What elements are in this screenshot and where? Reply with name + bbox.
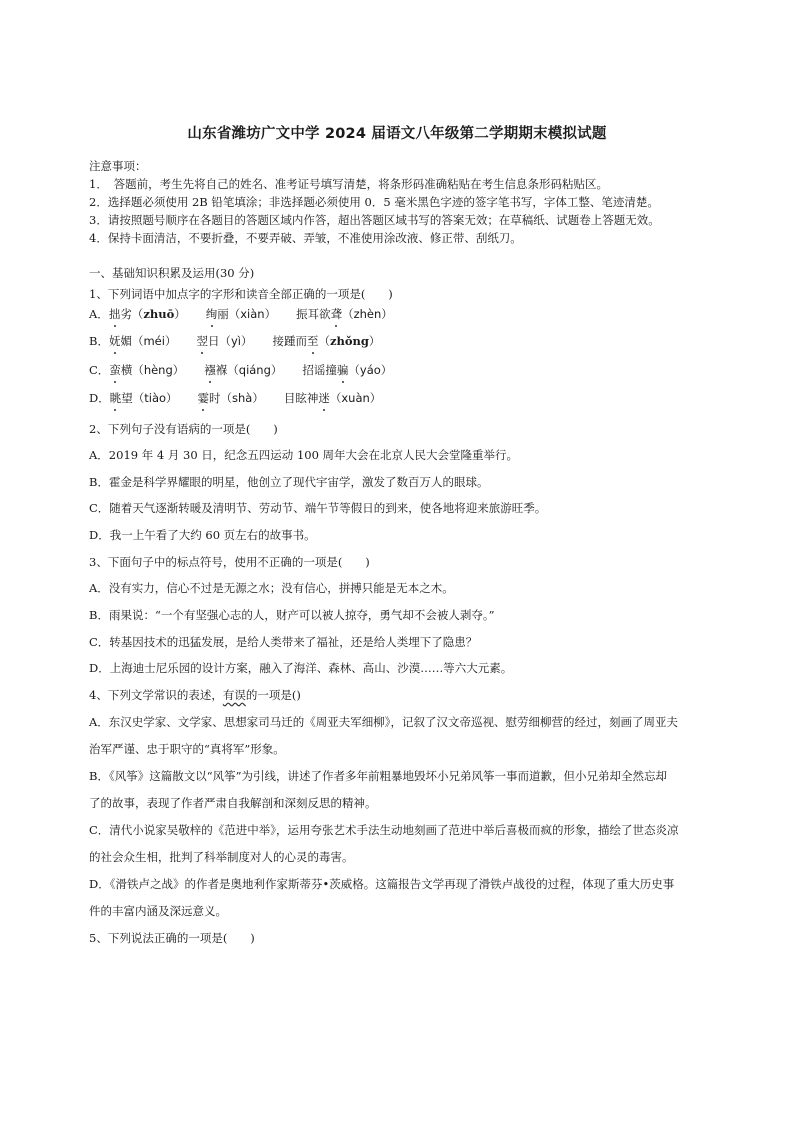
- option-text: （: [318, 334, 330, 348]
- question-3-option-a: A．没有实力，信心不过是无源之水；没有信心，拼搏只能是无本之木。: [89, 581, 454, 595]
- pinyin: zhèn: [353, 307, 382, 321]
- section-heading: 一、基础知识积累及运用(30 分): [89, 266, 255, 280]
- option-text: 目眩神: [283, 391, 319, 405]
- question-1-option-a: [89, 306, 393, 322]
- question-1-option-c: [89, 362, 392, 378]
- option-text: ）: [174, 307, 186, 321]
- option-letter: D．: [89, 391, 110, 405]
- question-4-option-c-line-1: C．清代小说家吴敬梓的《范进中举》，运用夸张艺术手法生动地刻画了范进中举后喜极而疯的形象，描绘了世态炎凉: [89, 823, 679, 837]
- question-1-stem: 1、下列词语中加点字的字形和读音全部正确的一项是( ): [89, 287, 393, 301]
- note-item-1: 1． 答题前，考生先将自己的姓名、准考证号填写清楚，将条形码准确粘贴在考生信息条形码粘贴区。: [89, 177, 609, 191]
- question-3-stem: 3、下面句子中的标点符号，使用不正确的一项是( ): [89, 555, 370, 569]
- option-text: 接踵而: [272, 334, 307, 348]
- question-4-option-d-line-1: D．《滑铁卢之战》的作者是奥地利作家斯蒂芬•茨威格。这篇报告文学再现了滑铁卢战役的过程，体现了重大历史事: [89, 877, 675, 891]
- dotted-char: 绚: [205, 307, 218, 321]
- option-text: 日（: [207, 334, 231, 348]
- dotted-char: 眺: [109, 391, 122, 405]
- pinyin: yáo: [359, 363, 381, 377]
- question-2-option-c: C．随着天气逐渐转暖及清明节、劳动节、端午节等假日的到来，使各地将迎来旅游旺季。: [89, 501, 547, 515]
- option-text: 劣（: [120, 307, 144, 321]
- dotted-char: 拙: [108, 307, 121, 321]
- pinyin: qiáng: [238, 363, 271, 377]
- option-text: 时（: [209, 391, 233, 405]
- option-text: ）: [166, 391, 178, 405]
- option-text: ）: [264, 307, 277, 321]
- question-4-option-c-line-2: 的社会众生相，批判了科举制度对人的心灵的毒害。: [89, 850, 354, 864]
- option-letter: C．: [89, 363, 110, 377]
- option-text: （: [342, 307, 354, 321]
- dotted-char: 蛮: [109, 363, 121, 377]
- pinyin: shà: [232, 391, 253, 405]
- dotted-char: 霎: [197, 391, 210, 405]
- question-4-option-a-line-2: 治军严谨、忠于职守的“真将军”形象。: [89, 742, 285, 756]
- option-text: 望（: [121, 391, 145, 405]
- pinyin: xiàn: [240, 307, 265, 321]
- option-text: ）: [172, 363, 185, 377]
- option-text: （: [348, 363, 360, 377]
- question-3-option-b: B．雨果说：“一个有坚强心志的人，财产可以被人掠夺，勇气却不会被人剥夺。”: [89, 608, 495, 622]
- emphasis-mark: 有误: [222, 688, 246, 702]
- exam-title: 山东省潍坊广文中学 2024 届语文八年级第二学期期末模拟试题: [187, 126, 607, 142]
- question-4-option-a-line-1: A．东汉史学家、文学家、思想家司马迁的《周亚夫军细柳》，记叙了汉文帝巡视、慰劳细柳营的经过，刻画了周亚夫: [89, 715, 679, 729]
- option-text: ）: [381, 307, 393, 321]
- note-item-3: 3．请按照题号顺序在各题目的答题区域内作答，超出答题区域书写的答案无效；在草稿纸、试题卷上答题无效。: [89, 213, 660, 227]
- dotted-char: 迷: [318, 391, 330, 405]
- question-1-option-b: [89, 333, 380, 349]
- dotted-char: 聋: [330, 307, 343, 321]
- option-text: ）: [252, 391, 264, 405]
- option-text: 褓（: [215, 363, 239, 377]
- question-4-option-b-line-1: B．《风筝》这篇散文以“风筝”为引线，讲述了作者多年前粗暴地毁坏小兄弟风筝一事而道歉，但小兄弟却全然忘却: [89, 769, 667, 783]
- option-text: ）: [380, 363, 393, 377]
- dotted-char: 翌: [196, 334, 208, 348]
- question-2-option-a: A．2019 年 4 月 30 日，纪念五四运动 100 周年大会在北京人民大会堂隆重举行。: [89, 448, 519, 462]
- pinyin: méi: [143, 334, 165, 348]
- option-text: ）: [368, 334, 381, 348]
- pinyin: yì: [230, 334, 241, 348]
- option-text: 招谣撞: [302, 363, 337, 377]
- dotted-char: 妩: [108, 334, 121, 348]
- question-1-option-d: [89, 390, 381, 406]
- note-item-2: 2．选择题必须使用 2B 铅笔填涂；非选择题必须使用 0．5 毫米黑色字迹的签字笔书写，字体工整、笔迹清楚。: [89, 195, 659, 209]
- question-5-stem: 5、下列说法正确的一项是( ): [89, 931, 255, 945]
- question-2-option-b: B．霍金是科学界耀眼的明星，他创立了现代宇宙学，激发了数百万人的眼球。: [89, 475, 489, 489]
- option-text: ）: [369, 391, 382, 405]
- question-2-option-d: D．我一上午看了大约 60 页左右的故事书。: [89, 528, 316, 542]
- option-text: 横（: [120, 363, 144, 377]
- pinyin: zhuō: [143, 307, 175, 321]
- pinyin: zhǒng: [329, 334, 369, 348]
- pinyin: xuàn: [341, 391, 370, 405]
- option-letter: B．: [89, 334, 109, 348]
- question-4-stem: [89, 687, 301, 703]
- note-item-4: 4．保持卡面清洁，不要折叠，不要弄破、弄皱，不准使用涂改液、修正带、刮纸刀。: [89, 231, 522, 245]
- option-text: ）: [270, 363, 283, 377]
- option-text: ）: [164, 334, 177, 348]
- pinyin: hèng: [143, 363, 173, 377]
- dotted-char: 骗: [336, 363, 349, 377]
- question-4-option-b-line-2: 了的故事，表现了作者严肃自我解剖和深刻反思的精神。: [89, 796, 377, 810]
- option-letter: A．: [89, 307, 109, 321]
- option-text: 媚（: [120, 334, 144, 348]
- pinyin: tiào: [144, 391, 167, 405]
- question-2-stem: 2、下列句子没有语病的一项是( ): [89, 422, 278, 436]
- option-text: （: [329, 391, 342, 405]
- question-4-stem-text: 4、下列文学常识的表述，: [89, 688, 223, 702]
- question-3-option-d: D．上海迪士尼乐园的设计方案，融入了海洋、森林、高山、沙漠……等六大元素。: [89, 661, 513, 675]
- question-4-option-d-line-2: 件的丰富内涵及深远意义。: [89, 904, 227, 918]
- option-text: 振耳欲: [296, 307, 331, 321]
- option-text: 丽（: [217, 307, 241, 321]
- option-text: ）: [240, 334, 253, 348]
- dotted-char: 襁: [204, 363, 216, 377]
- notes-header: 注意事项：: [89, 159, 147, 173]
- dotted-char: 至: [306, 334, 319, 348]
- question-4-stem-text: 的一项是(): [245, 688, 301, 702]
- question-3-option-c: C．转基因技术的迅猛发展，是给人类带来了福祉，还是给人类埋下了隐患？: [89, 635, 478, 649]
